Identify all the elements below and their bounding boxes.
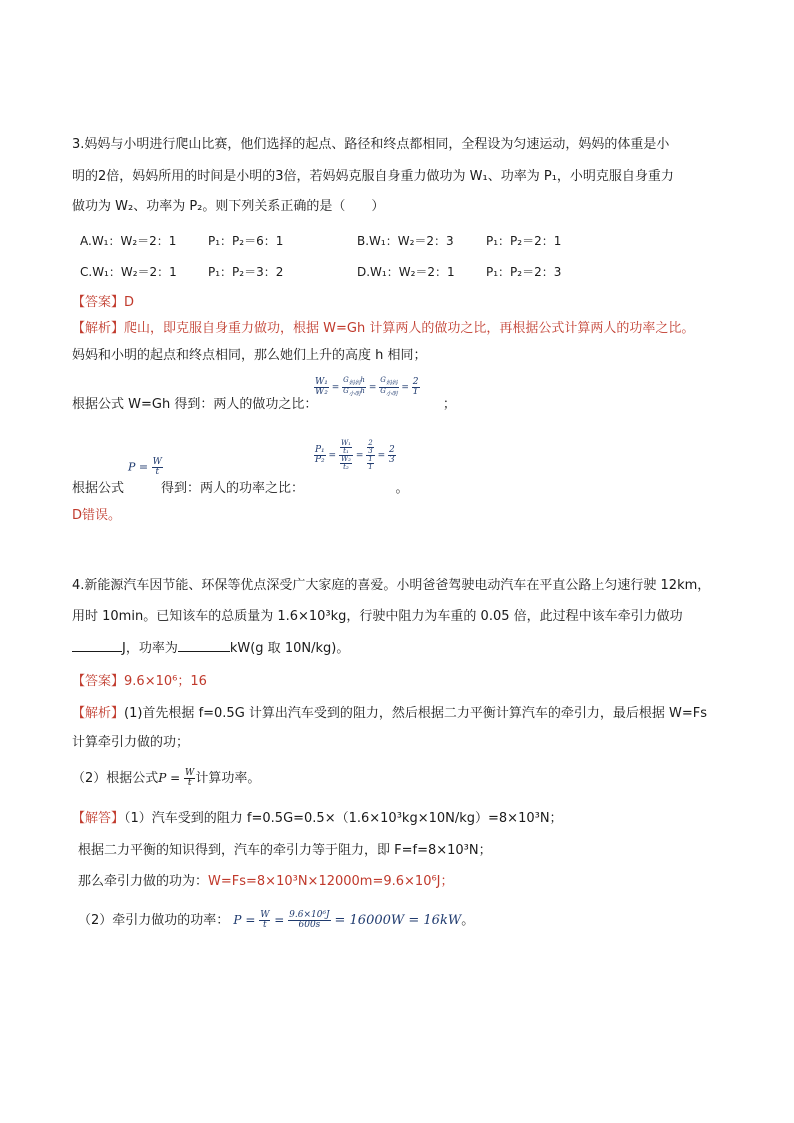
q4-stem-line-1: 4.新能源汽车因节能、环保等优点深受广大家庭的喜爱。小明爸爸驾驶电动汽车在平直公路上匀速行驶 12km， (72, 578, 711, 593)
analysis-label: 【解析】 (72, 321, 125, 336)
q4-stem-line-3: J，功率为 kW(g 取 10N/kg)。 (72, 640, 349, 658)
work-ratio-equation: $\frac{\text{W₁}}{\text{W₂}}$ = $\frac{G_{妈妈}h}{G_{小明}h}$ = $\frac{G_{妈妈}}{G_{小明}}$ = $\frac{2}{1}$ (315, 376, 419, 398)
answer-label: 【答案】 (72, 295, 125, 310)
q4-analysis-line-3: （2）根据公式P = $\frac{W}{t}$ 计算功率。 (72, 768, 261, 788)
q3-work-ratio-line (72, 396, 456, 414)
q3-stem-line-2: 明的2倍，妈妈所用的时间是小明的3倍，若妈妈克服自身重力做功为 W₁、功率为 P₁，小明克服自身重力 (72, 169, 674, 184)
analysis-text: 爬山，即克服自身重力做功，根据 W=Gh 计算两人的做功之比，再根据公式计算两人的功率之比。 (124, 321, 695, 336)
power-ratio-suffix: 。 (395, 481, 409, 496)
analysis-label: 【解析】 (72, 706, 125, 721)
q3-option-a-work: A.W₁：W₂＝2：1 (80, 234, 177, 248)
q3-option-b-power: P₁：P₂＝2：1 (486, 234, 562, 248)
q3-option-b-work: B.W₁：W₂＝2：3 (357, 234, 454, 248)
q4-solution-line-2: 根据二力平衡的知识得到，汽车的牵引力等于阻力，即 F=f=8×10³N； (78, 843, 492, 858)
power-formula-inline: P = $\frac{W}{t}$ (158, 768, 195, 788)
q3-conclusion: D错误。 (72, 508, 122, 523)
q3-option-c-work: C.W₁：W₂＝2：1 (80, 265, 177, 279)
final-power-equation: P = $\frac{W}{t}$ = $\frac{\text{9.6×10⁶J}}{600s}$ = 16000W = 16kW (233, 910, 462, 930)
power-ratio-mid: 得到：两人的功率之比： (161, 481, 298, 496)
q3-stem-line-3: 做功为 W₂、功率为 P₂。则下列关系正确的是（ ） (72, 199, 385, 214)
solution-label: 【解答】 (72, 811, 125, 826)
work-ratio-prefix: 根据公式 W=Gh 得到：两人的做功之比： (72, 397, 311, 412)
q3-option-c-power: P₁：P₂＝3：2 (208, 265, 284, 279)
answer-label: 【答案】 (72, 674, 125, 689)
q4-solution-line-1: 【解答】（1）汽车受到的阻力 f=0.5G=0.5×（1.6×10³kg×10N/kg）=8×10³N； (72, 811, 563, 826)
q3-option-d-work: D.W₁：W₂＝2：1 (357, 265, 455, 279)
work-ratio-suffix: ； (442, 397, 456, 412)
power-ratio-equation: $\frac{\text{P₁}}{\text{P₂}}$ = $\frac{\frac{\text{W₁}}{\text{t₁}}}{\frac{\text{W₂}}{\text{t₂}}}$ = $\frac{\frac{2}{3}}{\frac{1}{1}}$ = $\frac{2}{3}$ (315, 439, 395, 471)
q4-stem-line-2: 用时 10min。已知该车的总质量为 1.6×10³kg，行驶中阻力为车重的 0.05 倍，此过程中该车牵引力做功 (72, 609, 683, 624)
q4-solution-line-3: 那么牵引力做的功为：W=Fs=8×10³N×12000m=9.6×10⁶J； (78, 874, 454, 889)
answer-blank-work[interactable] (72, 651, 122, 652)
answer-blank-power[interactable] (178, 651, 230, 652)
q3-stem-line-1: 3.妈妈与小明进行爬山比赛，他们选择的起点、路径和终点都相同，全程设为匀速运动，妈妈的体重是小 (72, 137, 670, 152)
q3-power-ratio-line (72, 480, 409, 498)
q4-analysis-line-2: 计算牵引力做的功； (72, 735, 190, 750)
q4-answer (72, 673, 207, 691)
power-formula: P = $\frac{W}{t}$ (128, 457, 162, 477)
answer-value: 9.6×10⁶；16 (124, 674, 207, 689)
q3-analysis-line-1 (72, 320, 694, 338)
power-ratio-prefix: 根据公式 (72, 481, 125, 496)
q4-solution-line-4: （2）牵引力做功的功率： P = $\frac{W}{t}$ = $\frac{\text{9.6×10⁶J}}{600s}$ = 16000W = 16kW。 (78, 910, 475, 930)
analysis-text: (1)首先根据 f=0.5G 计算出汽车受到的阻力，然后根据二力平衡计算汽车的牵引力，最后根据 W=Fs (124, 706, 708, 721)
q3-answer (72, 294, 134, 312)
answer-value: D (124, 295, 135, 310)
q3-analysis-line-2: 妈妈和小明的起点和终点相同，那么她们上升的高度 h 相同； (72, 348, 427, 363)
q4-analysis-line-1 (72, 705, 707, 723)
q3-option-a-power: P₁：P₂＝6：1 (208, 234, 284, 248)
q3-option-d-power: P₁：P₂＝2：3 (486, 265, 562, 279)
